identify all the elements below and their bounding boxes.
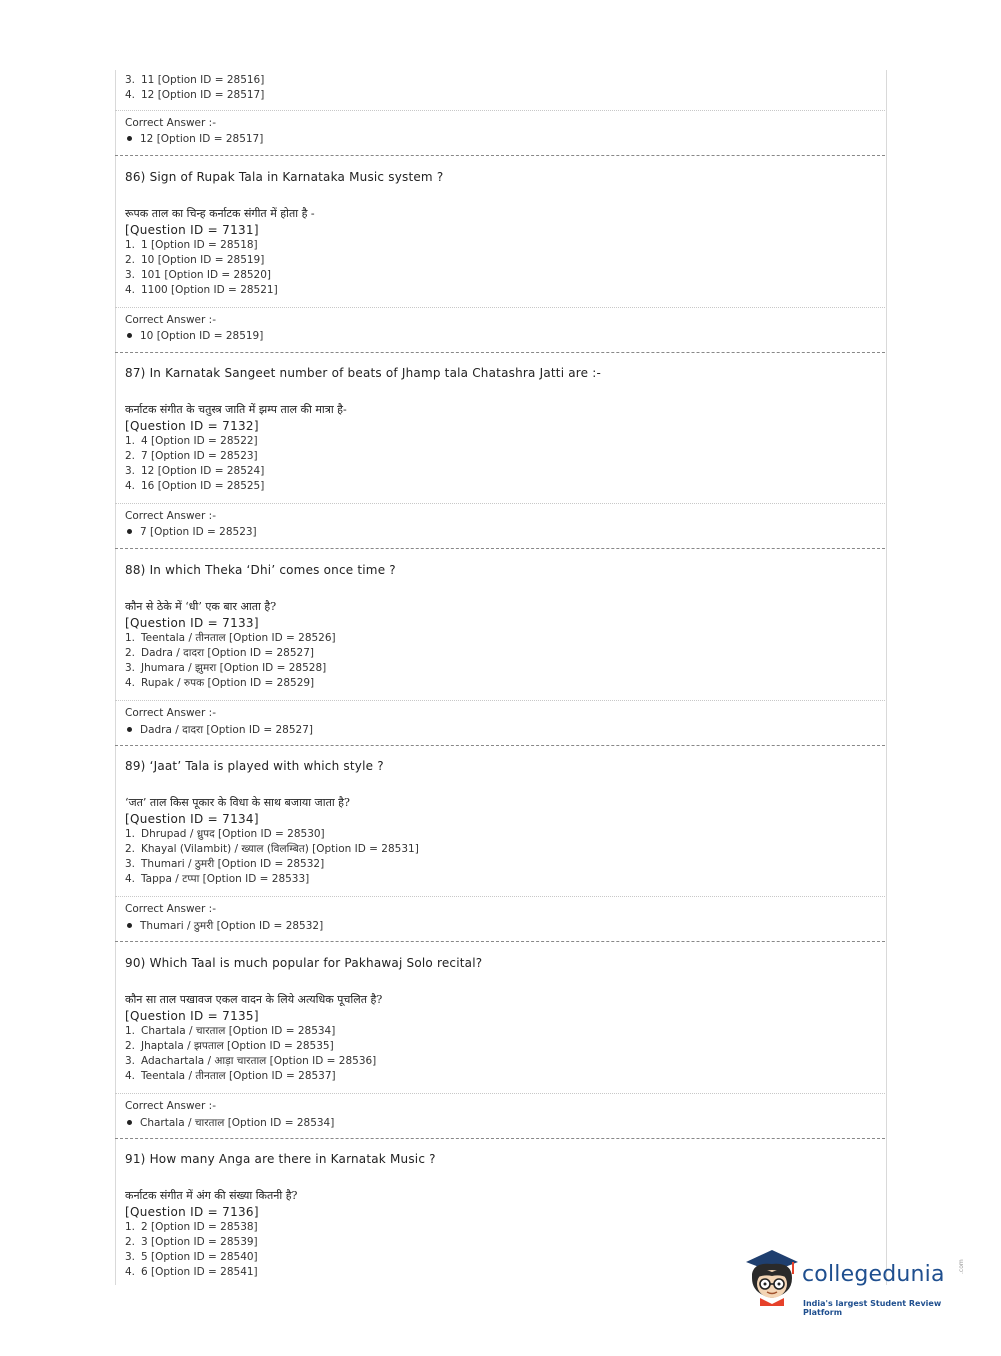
question-id: [Question ID = 7134] xyxy=(125,812,259,826)
question-hindi: रूपक ताल का चिन्ह कर्नाटक संगीत में होता है - xyxy=(125,207,315,220)
correct-answer-value: Dadra / दादरा [Option ID = 28527] xyxy=(125,723,885,737)
question-separator xyxy=(115,745,885,746)
option-item: 3. Adachartala / आड़ा चारताल [Option ID = 28536] xyxy=(125,1055,377,1067)
logo-name: collegedunia xyxy=(802,1262,945,1287)
option-item: 2. Dadra / दादरा [Option ID = 28527] xyxy=(125,647,315,659)
question-id: [Question ID = 7132] xyxy=(125,419,259,433)
logo-domain: .com xyxy=(958,1259,965,1274)
correct-answer-value: 10 [Option ID = 28519] xyxy=(125,330,885,342)
option-item: 3. Thumari / ठुमरी [Option ID = 28532] xyxy=(125,858,325,870)
prev-question-options xyxy=(115,73,885,103)
question-title: 87) In Karnatak Sangeet number of beats of Jhamp tala Chatashra Jatti are :- xyxy=(125,366,602,380)
question-hindi: कौन से ठेके में ‘धी’ एक बार आता है? xyxy=(125,600,277,613)
question-87 xyxy=(115,366,885,494)
option-item: 4. 12 [Option ID = 28517] xyxy=(125,89,265,101)
option-item: 4. Teentala / तीनताल [Option ID = 28537] xyxy=(125,1070,336,1082)
option-item: 2. Jhaptala / झपताल [Option ID = 28535] xyxy=(125,1040,334,1052)
option-item: 4. 16 [Option ID = 28525] xyxy=(125,480,265,492)
prev-correct-answer xyxy=(115,117,885,145)
divider xyxy=(115,1093,885,1094)
question-hindi: कर्नाटक संगीत के चतुस्त्र जाति में झम्प ताल की मात्रा है- xyxy=(125,403,347,416)
bullet-icon xyxy=(127,727,132,732)
question-hindi: ‘जत’ ताल किस पूकार के विधा के साथ बजाया जाता है? xyxy=(125,796,350,809)
correct-answer-87 xyxy=(115,510,885,538)
correct-answer-value: Chartala / चारताल [Option ID = 28534] xyxy=(125,1116,885,1130)
bullet-icon xyxy=(127,923,132,928)
question-title: 90) Which Taal is much popular for Pakhawaj Solo recital? xyxy=(125,956,483,970)
collegedunia-logo[interactable] xyxy=(742,1248,972,1318)
option-item: 3. Jhumara / झुमरा [Option ID = 28528] xyxy=(125,662,327,674)
correct-answer-value: 7 [Option ID = 28523] xyxy=(125,526,885,538)
option-item: 2. 10 [Option ID = 28519] xyxy=(125,254,265,266)
bullet-icon xyxy=(127,1120,132,1125)
option-item: 1. 1 [Option ID = 28518] xyxy=(125,239,258,251)
question-separator xyxy=(115,352,885,353)
option-item: 2. 7 [Option ID = 28523] xyxy=(125,450,258,462)
question-hindi: कौन सा ताल पखावज एकल वादन के लिये अत्यधिक पूचलित है? xyxy=(125,993,383,1006)
question-id: [Question ID = 7133] xyxy=(125,616,259,630)
option-item: 3. 101 [Option ID = 28520] xyxy=(125,269,272,281)
question-89 xyxy=(115,759,885,887)
question-separator xyxy=(115,548,885,549)
question-90 xyxy=(115,956,885,1084)
option-item: 3. 5 [Option ID = 28540] xyxy=(125,1251,258,1263)
logo-tagline: India's largest Student Review Platform xyxy=(803,1299,942,1317)
correct-answer-label: Correct Answer :- xyxy=(125,117,216,129)
bullet-icon xyxy=(127,333,132,338)
option-item: 4. Tappa / टप्पा [Option ID = 28533] xyxy=(125,873,310,885)
option-item: 1. 2 [Option ID = 28538] xyxy=(125,1221,258,1233)
option-item: 2. Khayal (Vilambit) / ख्याल (विलम्बित) [Option ID = 28531] xyxy=(125,843,419,855)
question-separator xyxy=(115,155,885,156)
divider xyxy=(115,307,885,308)
correct-answer-value: 12 [Option ID = 28517] xyxy=(125,133,885,145)
question-88 xyxy=(115,563,885,691)
correct-answer-90 xyxy=(115,1100,885,1130)
correct-answer-label: Correct Answer :- xyxy=(125,510,216,522)
question-id: [Question ID = 7136] xyxy=(125,1205,259,1219)
option-item: 1. Teentala / तीनताल [Option ID = 28526] xyxy=(125,632,336,644)
bullet-icon xyxy=(127,529,132,534)
question-separator xyxy=(115,1138,885,1139)
option-item: 1. 4 [Option ID = 28522] xyxy=(125,435,258,447)
correct-answer-88 xyxy=(115,707,885,737)
divider xyxy=(115,700,885,701)
option-item: 1. Chartala / चारताल [Option ID = 28534] xyxy=(125,1025,336,1037)
divider xyxy=(115,896,885,897)
question-id: [Question ID = 7131] xyxy=(125,223,259,237)
divider xyxy=(115,110,885,111)
question-title: 88) In which Theka ‘Dhi’ comes once time ? xyxy=(125,563,396,577)
student-mascot-icon xyxy=(742,1248,804,1316)
correct-answer-label: Correct Answer :- xyxy=(125,903,216,915)
question-separator xyxy=(115,941,885,942)
option-item: 4. 1100 [Option ID = 28521] xyxy=(125,284,278,296)
option-item: 3. 12 [Option ID = 28524] xyxy=(125,465,265,477)
question-86 xyxy=(115,170,885,298)
bullet-icon xyxy=(127,136,132,141)
option-item: 2. 3 [Option ID = 28539] xyxy=(125,1236,258,1248)
option-item: 3. 11 [Option ID = 28516] xyxy=(125,74,265,86)
question-title: 91) How many Anga are there in Karnatak Music ? xyxy=(125,1152,436,1166)
question-id: [Question ID = 7135] xyxy=(125,1009,259,1023)
divider xyxy=(115,503,885,504)
correct-answer-label: Correct Answer :- xyxy=(125,314,216,326)
correct-answer-89 xyxy=(115,903,885,933)
question-title: 86) Sign of Rupak Tala in Karnataka Music system ? xyxy=(125,170,444,184)
option-item: 4. Rupak / रुपक [Option ID = 28529] xyxy=(125,677,315,689)
question-title: 89) ‘Jaat’ Tala is played with which style ? xyxy=(125,759,384,773)
correct-answer-value: Thumari / ठुमरी [Option ID = 28532] xyxy=(125,919,885,933)
option-item: 1. Dhrupad / ध्रुपद [Option ID = 28530] xyxy=(125,828,325,840)
question-hindi: कर्नाटक संगीत में अंग की संख्या कितनी है? xyxy=(125,1189,298,1202)
correct-answer-label: Correct Answer :- xyxy=(125,1100,216,1112)
correct-answer-label: Correct Answer :- xyxy=(125,707,216,719)
correct-answer-86 xyxy=(115,314,885,342)
option-item: 4. 6 [Option ID = 28541] xyxy=(125,1266,258,1278)
